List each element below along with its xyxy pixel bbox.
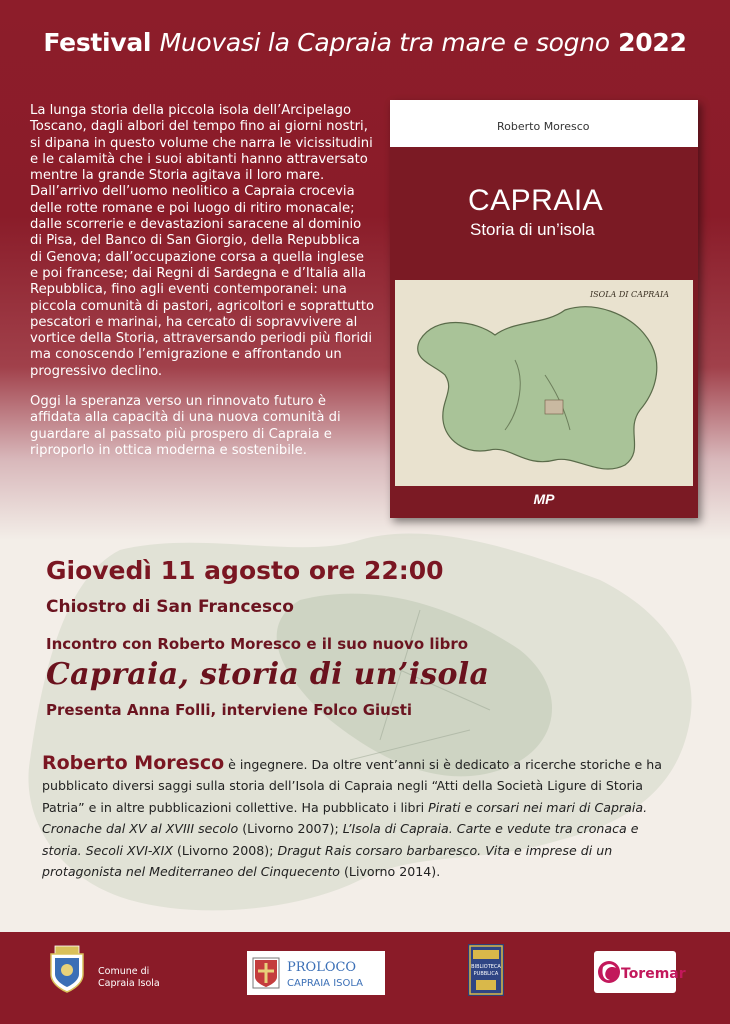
- event-venue: Chiostro di San Francesco: [46, 597, 294, 617]
- book-author: Roberto Moresco: [390, 100, 698, 147]
- festival-title: [0, 28, 730, 57]
- book-title: CAPRAIA: [468, 184, 604, 217]
- comune-label: [98, 966, 160, 990]
- book-cover-map: [395, 280, 693, 486]
- biblioteca-text-2: PUBBLICA: [473, 971, 499, 977]
- proloco-text-1: PROLOCO: [287, 960, 357, 975]
- event-date: Giovedì 11 agosto ore 22:00: [46, 556, 444, 585]
- map-caption: ISOLA DI CAPRAIA: [590, 290, 669, 299]
- festival-name: Muovasi la Capraia tra mare e sogno: [159, 28, 610, 57]
- bio-book-3: Dragut Rais corsaro barbaresco. Vita e imprese di un protagonista nel Mediterraneo del Cinquecento: [42, 842, 613, 880]
- comune-label-line-1: Comune di: [98, 966, 150, 977]
- intro-text: [30, 103, 375, 473]
- comune-label-line-2: Capraia Isola: [98, 978, 160, 989]
- bio-text-2: (Livorno 2007);: [238, 821, 343, 837]
- toremar-logo: [594, 951, 686, 993]
- comune-crest-icon: [47, 944, 87, 994]
- event-meeting: Incontro con Roberto Moresco e il suo nuovo libro: [46, 635, 469, 653]
- bio-text-4: (Livorno 2014).: [340, 864, 441, 880]
- proloco-logo: [247, 951, 385, 995]
- event-presenters: Presenta Anna Folli, interviene Folco Giusti: [46, 701, 413, 719]
- biblioteca-text-1: BIBLIOTECA: [471, 964, 501, 970]
- toremar-text: Toremar: [621, 966, 686, 982]
- bio-name: Roberto Moresco: [42, 752, 225, 774]
- biblioteca-logo: [468, 944, 504, 996]
- author-bio: [42, 753, 682, 882]
- intro-paragraph-1: La lunga storia della piccola isola dell’Arcipelago Toscano, dagli albori del tempo fino ai giorni nostri, si dipana in questo volume che narra le vicissitudini e le calamità che i suoi abitanti hanno attraversato mentre la grande Storia agitava il loro mare. Dall’arrivo dell’uomo neolitico a Capraia crocevia delle rotte romane e poi luogo di ritiro monacale; dalle scorrerie e devastazioni saracene al dominio di Pisa, del Banco di San Giorgio, della Repubblica di Genova; dall’occupazione corsa a quella inglese e poi francese; dai Regni di Sardegna e d’Italia alla Repubblica, fino agli eventi contemporanei: una piccola comunità di pastori, agricoltori e soprattutto pescatori e marinai, ha cercato di sopravvivere al vortice della Storia, attraversando periodi più floridi ma conoscendo l’emigrazione e affrontando un progressivo declino.: [30, 103, 375, 379]
- book-subtitle: Storia di un’isola: [470, 220, 595, 239]
- proloco-text-2: CAPRAIA ISOLA: [287, 978, 364, 989]
- festival-year: 2022: [609, 28, 687, 57]
- bio-text-1: è ingegnere. Da oltre vent’anni si è dedicato a ricerche storiche e ha pubblicato diversi saggi sulla storia dell’Isola di Capraia negli “Atti della Società Ligure di Storia Patria” e in altre pubblicazioni collettive. Ha pubblicato i libri: [42, 757, 662, 815]
- festival-prefix: Festival: [43, 28, 160, 57]
- publisher-logo: MP: [533, 491, 555, 507]
- intro-paragraph-2: Oggi la speranza verso un rinnovato futuro è affidata alla capacità di una nuova comunità di guardare al passato più prospero di Capraia e riproporlo in ottica moderna e sostenibile.: [30, 394, 341, 458]
- event-book-title: Capraia, storia di un’isola: [46, 657, 490, 692]
- bio-book-1: Pirati e corsari nei mari di Capraia. Cronache dal XV al XVIII secolo: [42, 799, 648, 837]
- bio-book-2: L’Isola di Capraia. Carte e vedute tra cronaca e storia. Secoli XVI-XIX: [42, 821, 639, 858]
- book-cover: [390, 100, 698, 518]
- bio-text-3: (Livorno 2008);: [173, 842, 278, 858]
